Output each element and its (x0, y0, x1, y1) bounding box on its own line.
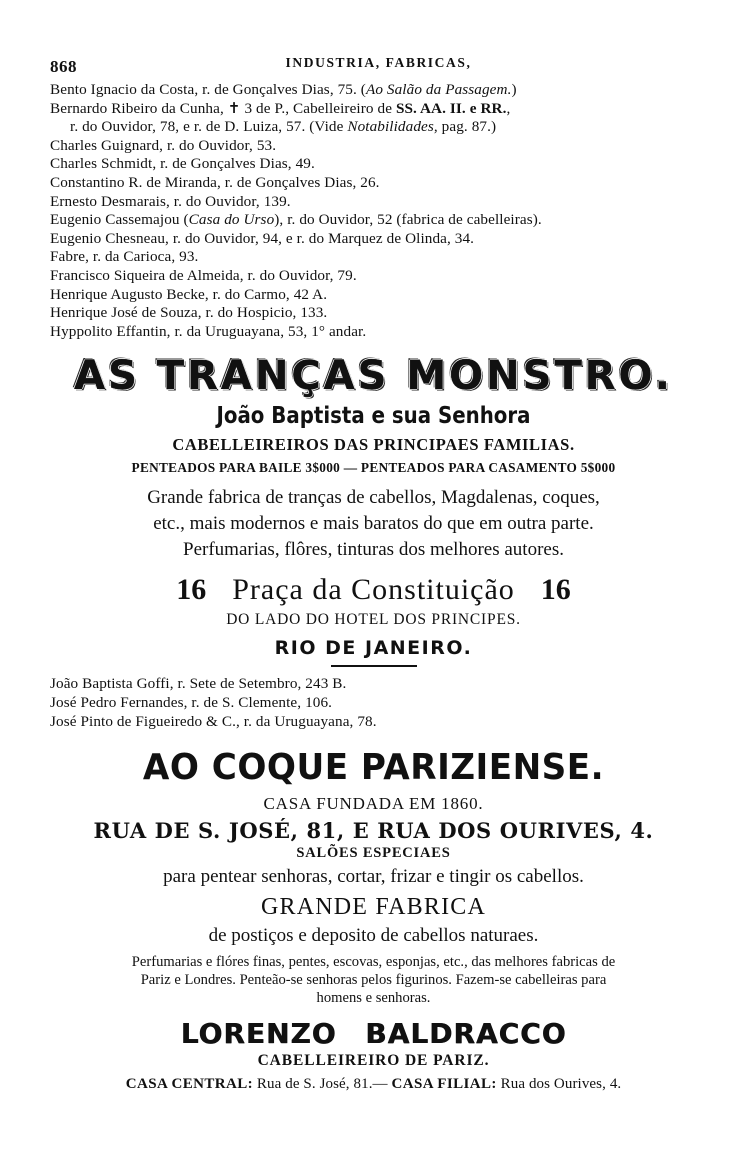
ad-fineprint-line-2: Pariz e Londres. Penteão-se senhoras pelos figurinos. Fazem-se cabelleiras para (140, 972, 607, 989)
page-header (50, 55, 697, 77)
directory-entry: Charles Schmidt, r. de Gonçalves Dias, 49. (50, 155, 315, 173)
directory-list-top (50, 81, 697, 341)
directory-entry: João Baptista Goffi, r. Sete de Setembro, 243 B. (50, 675, 347, 693)
ad-city-trancas: RIO DE JANEIRO. (274, 637, 473, 660)
ad-factory-sub-coque: de postiços e deposito de cabellos naturaes. (208, 925, 539, 947)
ad-factory-title-coque: GRANDE FABRICA (260, 894, 487, 921)
directory-entry: Ernesto Desmarais, r. do Ouvidor, 139. (50, 192, 291, 210)
ad-fineprint-line-1: Perfumarias e flóres finas, pentes, escovas, esponjas, etc., das melhores fabricas de (131, 954, 616, 971)
directory-entry: Fabre, r. da Carioca, 93. (50, 248, 199, 266)
ad-body-line-1: Grande fabrica de tranças de cabellos, Magdalenas, coques, (147, 487, 600, 509)
directory-entry: Bento Ignacio da Costa, r. de Gonçalves Dias, 75. (Ao Salão da Passagem.) (50, 81, 517, 98)
ad-title-trancas: AS TRANÇAS MONSTRO. (74, 353, 673, 400)
directory-entry: José Pedro Fernandes, r. de S. Clemente, 106. (50, 693, 333, 711)
running-head: INDUSTRIA, FABRICAS, (285, 55, 472, 70)
branch-label-central: CASA CENTRAL: (125, 1076, 254, 1093)
ad-fineprint-coque (68, 953, 679, 1007)
advertisement-lorenzo-baldracco (50, 1017, 697, 1093)
address-street: Praça da Constituição (232, 573, 515, 607)
directory-entry: Eugenio Chesneau, r. do Ouvidor, 94, e r. do Marquez de Olinda, 34. (50, 229, 475, 247)
branch-label-filial: CASA FILIAL: (391, 1076, 497, 1093)
ad-title-lorenzo: LORENZO BALDRACCO (180, 1017, 567, 1051)
ad-prices-trancas: PENTEADOS PARA BAILE 3$000 — PENTEADOS PARA CASAMENTO 5$000 (131, 461, 616, 477)
ad-body-line-2: etc., mais modernos e mais baratos do que em outra parte. (153, 513, 594, 535)
directory-list-bottom (50, 675, 697, 731)
address-number-right: 16 (540, 573, 571, 607)
directory-entry: Henrique Augusto Becke, r. do Carmo, 42 A. (50, 285, 328, 303)
directory-entry: Eugenio Cassemajou (Casa do Urso), r. do Ouvidor, 52 (fabrica de cabelleiras). (50, 211, 542, 229)
ad-body-trancas (60, 485, 687, 563)
branch-address-central: Rua de S. José, 81.— (256, 1076, 388, 1093)
ad-body-line-3: Perfumarias, flôres, tinturas dos melhores autores. (183, 539, 564, 561)
address-number-left: 16 (176, 573, 207, 607)
branch-address-filial: Rua dos Ourives, 4. (500, 1076, 622, 1093)
ad-fineprint-line-3: homens e senhoras. (316, 990, 431, 1007)
ad-branches-lorenzo (50, 1076, 697, 1093)
ad-owners-trancas: João Baptista e sua Senhora (216, 403, 531, 430)
folio-number: 868 (50, 57, 77, 76)
directory-entry: Bernardo Ribeiro da Cunha, ✝ 3 de P., Cabelleireiro de SS. AA. II. e RR., (50, 99, 511, 117)
ad-services-coque: para pentear senhoras, cortar, frizar e tingir os cabellos. (163, 866, 584, 888)
advertisement-as-trancas-monstro (50, 353, 697, 667)
ad-profession-trancas: CABELLEIREIROS DAS PRINCIPAES FAMILIAS. (172, 435, 575, 455)
ad-title-coque: AO COQUE PARIZIENSE. (142, 747, 605, 789)
ad-street-coque: RUA DE S. JOSÉ, 81, E RUA DOS OURIVES, 4. (93, 818, 654, 844)
directory-entry: Hyppolito Effantin, r. da Uruguayana, 53, 1° andar. (50, 322, 367, 340)
ad-salons-coque: SALÕES ESPECIAES (296, 845, 451, 862)
directory-entry: Henrique José de Souza, r. do Hospicio, 133. (50, 304, 328, 322)
directory-entry: Charles Guignard, r. do Ouvidor, 53. (50, 136, 277, 154)
directory-entry: José Pinto de Figueiredo & C., r. da Uruguayana, 78. (50, 712, 377, 730)
page-content (50, 55, 697, 1093)
advertisement-ao-coque-pariziense (50, 747, 697, 1007)
directory-entry: r. do Ouvidor, 78, e r. de D. Luiza, 57. (Vide Notabilidades, pag. 87.) (70, 118, 497, 136)
ad-address-note: DO LADO DO HOTEL DOS PRINCIPES. (226, 611, 521, 629)
ad-subtitle-lorenzo: CABELLEIREIRO DE PARIZ. (257, 1052, 490, 1070)
directory-entry: Francisco Siqueira de Almeida, r. do Ouvidor, 79. (50, 266, 357, 284)
ad-address-trancas (50, 573, 697, 607)
horizontal-rule (331, 665, 417, 667)
ad-founded-coque: CASA FUNDADA EM 1860. (263, 794, 484, 814)
directory-entry: Constantino R. de Miranda, r. de Gonçalves Dias, 26. (50, 173, 380, 191)
